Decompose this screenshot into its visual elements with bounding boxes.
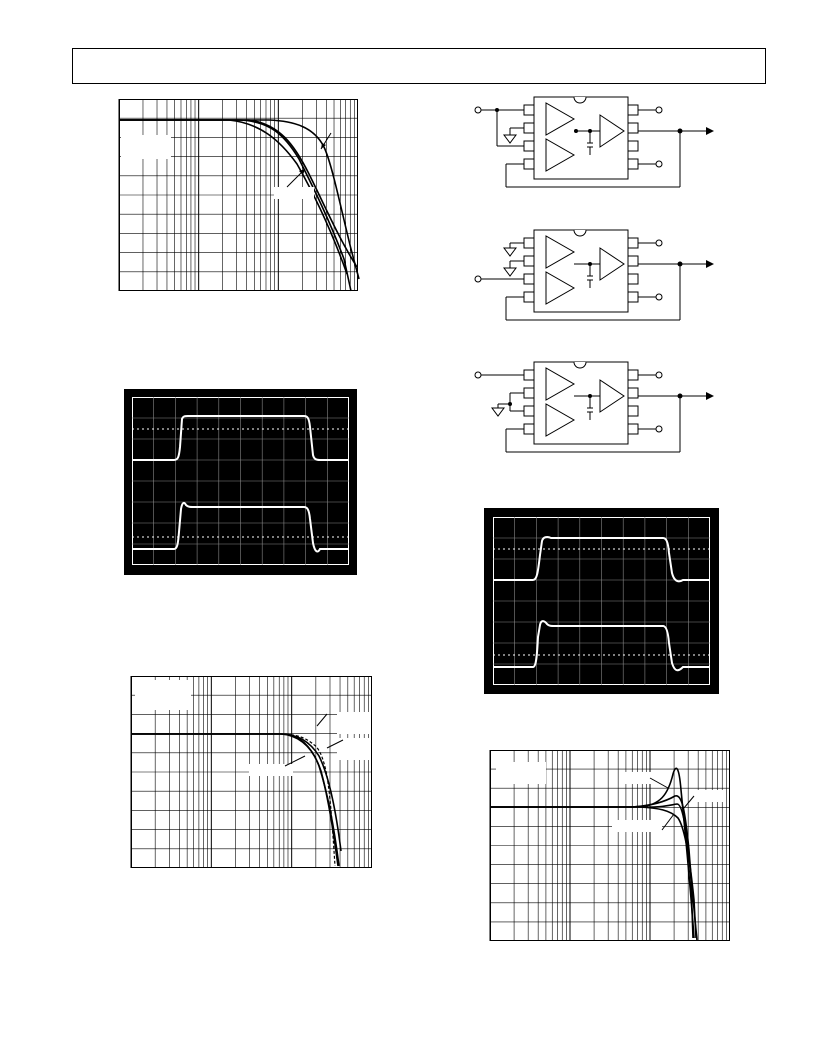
label-arrow	[317, 714, 327, 726]
op-amp-triangle	[546, 139, 574, 171]
oscilloscope-capture-1	[124, 389, 357, 575]
ground-symbol	[504, 135, 516, 143]
response-curve-a	[131, 734, 339, 866]
op-amp-schematic-1	[470, 95, 720, 195]
ground-symbol	[492, 408, 504, 416]
input-terminal	[475, 372, 481, 378]
freq-response-plot-2	[131, 676, 373, 869]
freq-response-plot-1	[119, 99, 359, 292]
input-terminal	[475, 107, 481, 113]
freq-response-plot-3	[490, 750, 731, 942]
response-curve-b	[131, 734, 338, 866]
pin-boxes	[524, 105, 638, 169]
page-header-box	[72, 48, 766, 84]
op-amp-triangle	[546, 103, 574, 135]
output-arrow	[706, 127, 714, 135]
ground-symbol	[504, 268, 516, 276]
op-amp-schematic-3	[470, 360, 720, 460]
label-arrow	[662, 814, 674, 830]
buffer-triangle	[600, 115, 624, 147]
response-curve-peak	[490, 768, 694, 938]
response-curve-c	[131, 734, 341, 851]
response-curve-a	[490, 796, 697, 940]
scope-screen-1	[132, 397, 349, 565]
response-curve-c	[490, 804, 693, 938]
input-terminal	[475, 276, 481, 282]
oscilloscope-capture-2	[484, 508, 719, 694]
op-amp-schematic-2	[470, 228, 720, 328]
scope-screen-2	[493, 517, 710, 685]
ground-symbol	[504, 248, 516, 256]
